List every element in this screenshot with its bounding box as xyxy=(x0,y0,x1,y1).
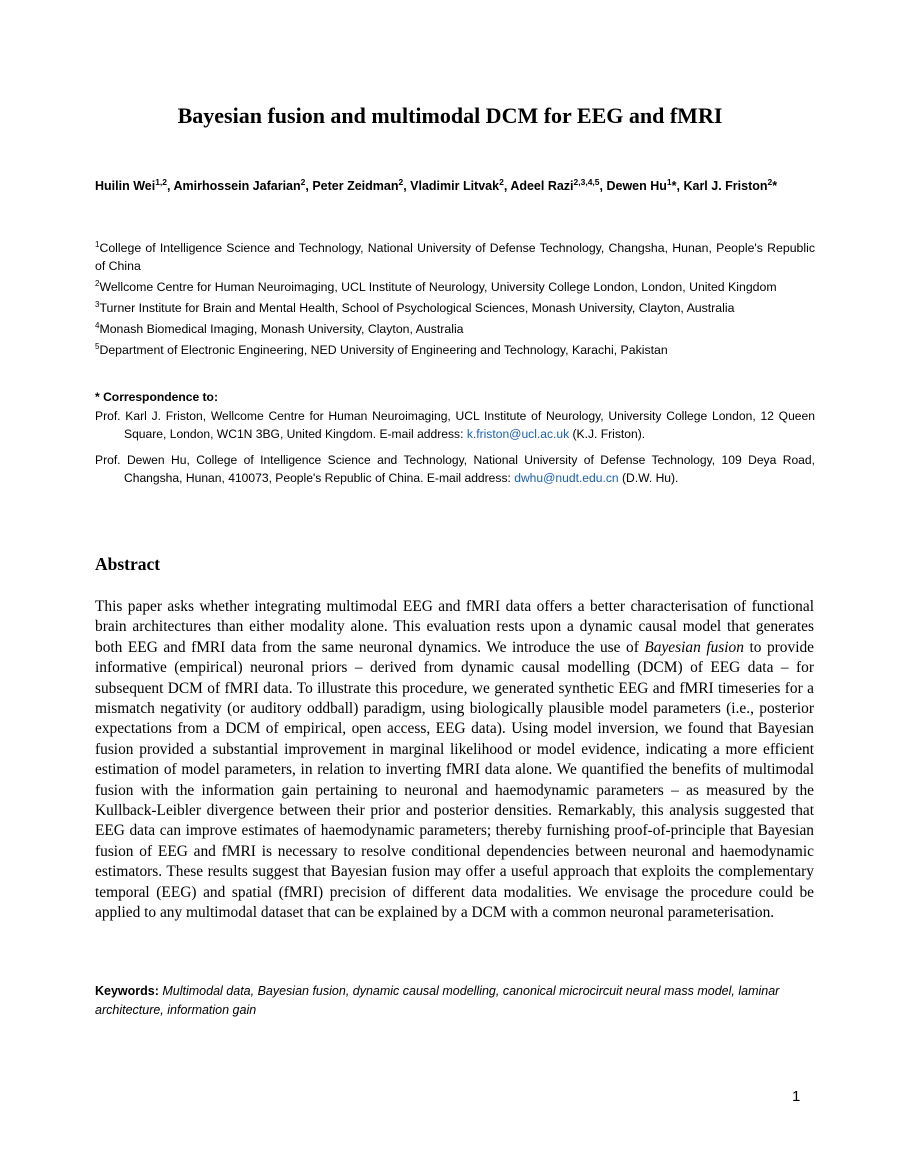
affiliation: $^3$Turner Institute for Brain and Mental Health, School of Psychological Sciences, Monash University, Clayton, Australia xyxy=(95,300,735,316)
keywords xyxy=(95,982,815,1020)
author: Huilin Wei$^{1,2}$, xyxy=(95,177,174,194)
keywords-label: Keywords: xyxy=(95,984,159,998)
affiliation: $^4$Monash Biomedical Imaging, Monash University, Clayton, Australia xyxy=(95,321,464,337)
author: Amirhossein Jafarian$^2$, xyxy=(173,177,313,194)
keywords-text: Multimodal data, Bayesian fusion, dynamic causal modelling, canonical microcircuit neural mass model, laminar architecture, information gain xyxy=(95,984,780,1017)
abstract-emphasis: Bayesian fusion xyxy=(644,638,744,656)
affiliation: $^2$Wellcome Centre for Human Neuroimaging, UCL Institute of Neurology, University College London, London, United Kingdom xyxy=(95,279,777,295)
abstract-heading: Abstract xyxy=(95,554,161,574)
correspondence-section xyxy=(95,388,815,495)
author: Peter Zeidman$^2$, xyxy=(312,177,411,194)
author: Vladimir Litvak$^2$, xyxy=(410,177,511,194)
author-list xyxy=(95,172,815,196)
affiliation: $^5$Department of Electronic Engineering, NED University of Engineering and Technology, Karachi, Pakistan xyxy=(95,342,668,358)
paper-title: Bayesian fusion and multimodal DCM for EEG and fMRI xyxy=(177,103,723,128)
correspondence-heading: * Correspondence to: xyxy=(95,390,218,404)
correspondence-entry: Prof. Karl J. Friston, Wellcome Centre for Human Neuroimaging, UCL Institute of Neurology, University College London, 12 Queen Square, London, WC1N 3BG, United Kingdom. E-mail address: k.friston@ucl.ac.uk (K.J. Friston). xyxy=(95,408,815,441)
affiliation: $^1$College of Intelligence Science and Technology, National University of Defense Technology, Changsha, Hunan, People's Republic of China xyxy=(95,240,815,274)
page-number: 1 xyxy=(792,1088,801,1105)
author: Karl J. Friston$^2$* xyxy=(683,177,778,194)
affiliation-list xyxy=(95,236,815,359)
correspondence-entry: Prof. Dewen Hu, College of Intelligence Science and Technology, National University of Defense Technology, 109 Deya Road, Changsha, Hunan, 410073, People's Republic of China. E-mail address: dwhu@nudt.edu.cn (D.W. Hu). xyxy=(95,452,815,485)
abstract-body: This paper asks whether integrating multimodal EEG and fMRI data offers a better characterisation of functional brain architectures than either modality alone. This evaluation rests upon a dynamic causal model that generates both EEG and fMRI data from the same neuronal dynamics. We introduce the use of Bayesian fusion to provide informative (empirical) neuronal priors – derived from dynamic causal modelling (DCM) of EEG data – for subsequent DCM of fMRI data. To illustrate this procedure, we generated synthetic EEG and fMRI timeseries for a mismatch negativity (or auditory oddball) paradigm, using biologically plausible model parameters (i.e., posterior expectations from a DCM of empirical, open access, EEG data). Using model inversion, we found that Bayesian fusion provided a substantial improvement in marginal likelihood or model evidence, indicating a more efficient estimation of model parameters, in relation to inverting fMRI data alone. We quantified the benefits of multimodal fusion with the information gain pertaining to neuronal and haemodynamic parameters – as measured by the Kullback-Leibler divergence between their prior and posterior densities. Remarkably, this analysis suggested that EEG data can improve estimates of haemodynamic parameters; thereby furnishing proof-of-principle that Bayesian fusion of EEG and fMRI is necessary to resolve conditional dependencies between neuronal and haemodynamic estimators. These results suggest that Bayesian fusion may offer a useful approach that exploits the complementary temporal (EEG) and spatial (fMRI) precision of different data modalities. We envisage the procedure could be applied to any multimodal dataset that can be explained by a DCM with a common neuronal parameterisation. xyxy=(95,598,814,922)
email-link[interactable]: k.friston@ucl.ac.uk xyxy=(466,427,570,441)
author: Adeel Razi$^{2,3,4,5}$, xyxy=(510,177,607,194)
author: Dewen Hu$^1$*, xyxy=(606,177,684,194)
email-link[interactable]: dwhu@nudt.edu.cn xyxy=(514,471,619,485)
